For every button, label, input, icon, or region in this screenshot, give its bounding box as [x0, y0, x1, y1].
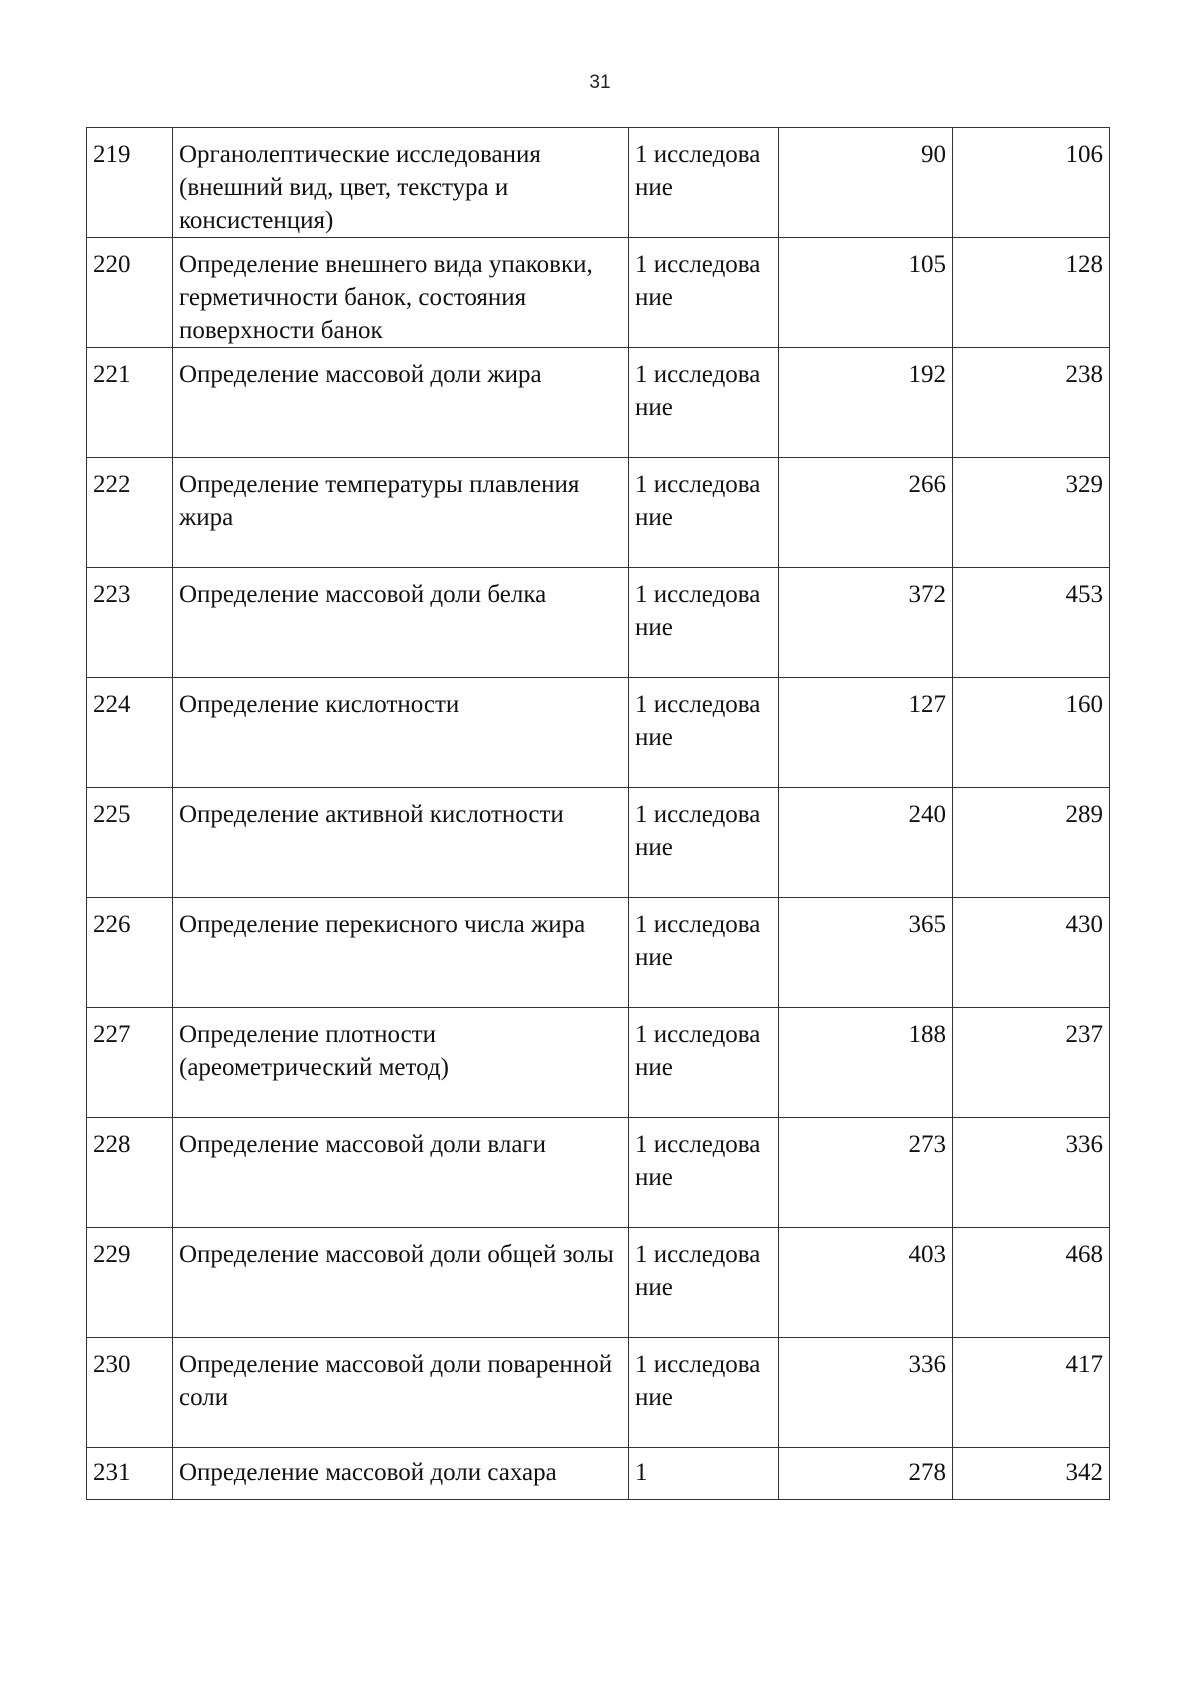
price-value-2: 329 — [953, 458, 1110, 568]
unit-of-measure: 1 исследование — [629, 128, 779, 238]
price-value-1: 188 — [779, 1008, 953, 1118]
price-value-2: 342 — [953, 1448, 1110, 1500]
unit-of-measure: 1 исследование — [629, 1008, 779, 1118]
price-value-1: 90 — [779, 128, 953, 238]
price-value-2: 106 — [953, 128, 1110, 238]
table-row — [87, 128, 1110, 238]
service-name: Определение массовой доли влаги — [173, 1118, 629, 1228]
price-value-1: 266 — [779, 458, 953, 568]
row-number: 227 — [87, 1008, 173, 1118]
row-number: 219 — [87, 128, 173, 238]
price-value-2: 160 — [953, 678, 1110, 788]
row-number: 226 — [87, 898, 173, 1008]
price-value-1: 240 — [779, 788, 953, 898]
price-value-1: 273 — [779, 1118, 953, 1228]
table-row — [87, 1338, 1110, 1448]
row-number: 225 — [87, 788, 173, 898]
price-value-1: 278 — [779, 1448, 953, 1500]
service-name: Определение внешнего вида упаковки, герметичности банок, состояния поверхности банок — [173, 238, 629, 348]
row-number: 221 — [87, 348, 173, 458]
price-value-1: 403 — [779, 1228, 953, 1338]
price-value-1: 336 — [779, 1338, 953, 1448]
table-row — [87, 898, 1110, 1008]
service-name: Определение активной кислотности — [173, 788, 629, 898]
table-row — [87, 348, 1110, 458]
unit-of-measure: 1 исследование — [629, 788, 779, 898]
unit-of-measure: 1 исследование — [629, 238, 779, 348]
table-row — [87, 238, 1110, 348]
unit-of-measure: 1 исследование — [629, 348, 779, 458]
row-number: 223 — [87, 568, 173, 678]
service-name: Органолептические исследования (внешний вид, цвет, текстура и консистенция) — [173, 128, 629, 238]
table-row — [87, 1008, 1110, 1118]
price-value-1: 127 — [779, 678, 953, 788]
service-name: Определение кислотности — [173, 678, 629, 788]
unit-of-measure: 1 исследование — [629, 678, 779, 788]
service-name: Определение массовой доли общей золы — [173, 1228, 629, 1338]
price-value-2: 417 — [953, 1338, 1110, 1448]
service-name: Определение массовой доли жира — [173, 348, 629, 458]
price-value-2: 468 — [953, 1228, 1110, 1338]
table-row — [87, 568, 1110, 678]
page-number: 31 — [589, 72, 611, 93]
price-value-1: 105 — [779, 238, 953, 348]
price-value-2: 237 — [953, 1008, 1110, 1118]
price-table — [86, 127, 1110, 1500]
service-name: Определение перекисного числа жира — [173, 898, 629, 1008]
price-value-1: 365 — [779, 898, 953, 1008]
service-name: Определение массовой доли сахара — [173, 1448, 629, 1500]
unit-of-measure: 1 исследование — [629, 1118, 779, 1228]
unit-of-measure: 1 исследование — [629, 568, 779, 678]
price-value-2: 238 — [953, 348, 1110, 458]
unit-of-measure: 1 исследование — [629, 458, 779, 568]
row-number: 224 — [87, 678, 173, 788]
service-name: Определение температуры плавления жира — [173, 458, 629, 568]
table-row — [87, 458, 1110, 568]
price-value-1: 192 — [779, 348, 953, 458]
table-row — [87, 1118, 1110, 1228]
price-value-2: 430 — [953, 898, 1110, 1008]
table-row — [87, 788, 1110, 898]
unit-of-measure: 1 — [629, 1448, 779, 1500]
price-value-2: 336 — [953, 1118, 1110, 1228]
row-number: 231 — [87, 1448, 173, 1500]
price-value-2: 289 — [953, 788, 1110, 898]
table-row — [87, 678, 1110, 788]
row-number: 229 — [87, 1228, 173, 1338]
table-row — [87, 1228, 1110, 1338]
price-value-2: 128 — [953, 238, 1110, 348]
service-name: Определение массовой доли поваренной соли — [173, 1338, 629, 1448]
table-row — [87, 1448, 1110, 1500]
unit-of-measure: 1 исследование — [629, 1338, 779, 1448]
service-name: Определение плотности (ареометрический метод) — [173, 1008, 629, 1118]
row-number: 220 — [87, 238, 173, 348]
row-number: 230 — [87, 1338, 173, 1448]
price-value-2: 453 — [953, 568, 1110, 678]
unit-of-measure: 1 исследование — [629, 898, 779, 1008]
row-number: 228 — [87, 1118, 173, 1228]
row-number: 222 — [87, 458, 173, 568]
service-name: Определение массовой доли белка — [173, 568, 629, 678]
price-value-1: 372 — [779, 568, 953, 678]
unit-of-measure: 1 исследование — [629, 1228, 779, 1338]
